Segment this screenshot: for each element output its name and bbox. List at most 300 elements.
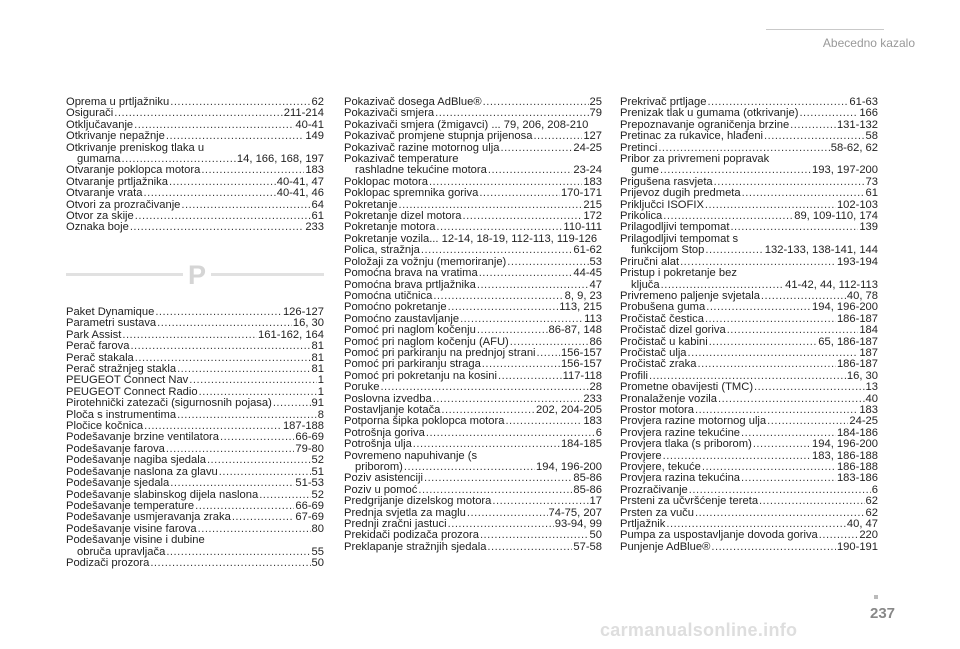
entry-pages: 1 bbox=[317, 374, 324, 387]
entry-term: Prednji zračni jastuci bbox=[344, 518, 447, 531]
page-header-title: Abecedno kazalo bbox=[822, 36, 915, 50]
entry-term: Podešavanje sjedala bbox=[66, 477, 170, 490]
index-column-1b bbox=[66, 307, 324, 569]
entry-pages: 40, 78 bbox=[846, 289, 878, 302]
entry-pages: 170-171 bbox=[560, 187, 602, 200]
index-entry: Pokazivači smjera (žmigavci) ... 79, 206, 208-210 bbox=[344, 118, 589, 131]
entry-term: Paket Dynamique bbox=[66, 306, 155, 318]
entry-pages: 40 bbox=[865, 392, 878, 405]
entry-term: Pumpa za uspostavljanje dovoda goriva bbox=[620, 529, 818, 542]
entry-term: Otključavanje bbox=[66, 118, 134, 131]
dot-leader bbox=[764, 131, 865, 142]
entry-term: Prenizak tlak u gumama (otkrivanje) bbox=[620, 107, 799, 120]
entry-term: Oprema u prtljažniku bbox=[66, 96, 170, 108]
entry-pages: 187 bbox=[859, 346, 878, 359]
entry-term: Poziv asistenciji bbox=[344, 472, 423, 485]
entry-term: Pokretanje bbox=[344, 198, 398, 211]
entry-term: Prsten za vuču bbox=[620, 506, 694, 519]
dot-leader bbox=[404, 462, 535, 473]
index-entry bbox=[344, 371, 602, 382]
entry-pages: 57-58 bbox=[573, 540, 602, 553]
entry-term: Prekidači podizača prozora bbox=[344, 529, 479, 542]
entry-term: Podešavanje brzine ventilatora bbox=[66, 431, 219, 444]
dot-leader bbox=[143, 188, 275, 199]
entry-pages: 110-111 bbox=[563, 221, 602, 234]
entry-term: PEUGEOT Connect Nav bbox=[66, 374, 189, 387]
entry-term: Podešavanje farova bbox=[66, 442, 165, 455]
section-letter: P bbox=[183, 262, 211, 288]
entry-term: Prtljažnik bbox=[620, 518, 666, 531]
entry-pages: 17 bbox=[589, 495, 602, 508]
index-entry bbox=[344, 245, 602, 256]
entry-term: Podešavanje usmjeravanja zraka bbox=[66, 511, 231, 524]
entry-pages: 131-132 bbox=[836, 118, 878, 131]
dot-leader bbox=[114, 108, 283, 119]
entry-pages: 8, 9, 23 bbox=[564, 289, 602, 302]
entry-term: Priručni alat bbox=[620, 255, 680, 268]
dot-leader bbox=[718, 394, 865, 405]
dot-leader bbox=[488, 165, 573, 176]
dot-leader bbox=[730, 222, 858, 233]
index-entry: Podešavanje visine i dubine bbox=[66, 534, 205, 547]
entry-term: Prozračivanje bbox=[620, 483, 688, 496]
entry-term: Poruke bbox=[344, 381, 380, 394]
entry-term: Osigurači bbox=[66, 107, 114, 120]
entry-term: Pokazivači smjera bbox=[344, 107, 435, 120]
dot-leader bbox=[130, 341, 310, 352]
entry-term: Pretinci bbox=[620, 141, 658, 154]
index-entry bbox=[66, 478, 324, 489]
index-entry bbox=[66, 188, 324, 199]
entry-term: Pomoć pri naglom kočenju bbox=[344, 324, 476, 337]
index-entry bbox=[620, 542, 878, 553]
entry-pages: 52 bbox=[311, 488, 324, 501]
entry-pages: 61-63 bbox=[849, 96, 878, 108]
dot-leader bbox=[697, 359, 835, 370]
entry-term: Pročistač zraka bbox=[620, 358, 697, 371]
entry-pages: 85-86 bbox=[573, 472, 602, 485]
entry-term: Podešavanje naslona za glavu bbox=[66, 465, 218, 478]
entry-pages: 156-157 bbox=[560, 358, 602, 371]
entry-pages: 211-214 bbox=[283, 107, 324, 120]
dot-leader bbox=[220, 432, 294, 443]
entry-pages: 183 bbox=[583, 175, 602, 188]
index-entry bbox=[620, 302, 878, 313]
dot-leader bbox=[487, 542, 572, 553]
dot-leader bbox=[380, 382, 588, 393]
entry-pages: 51-53 bbox=[295, 477, 324, 490]
index-entry bbox=[344, 188, 602, 199]
dot-leader bbox=[479, 268, 573, 279]
entry-pages: 66-69 bbox=[295, 499, 324, 512]
entry-term: Provjera razine tekućine bbox=[620, 426, 741, 439]
entry-term: Podešavanje slabinskog dijela naslona bbox=[66, 488, 259, 501]
entry-term: Prepoznavanje ograničenja brzine bbox=[620, 118, 790, 131]
dot-leader bbox=[505, 416, 582, 427]
entry-pages: 183 bbox=[305, 164, 324, 177]
entry-pages: 58 bbox=[865, 130, 878, 143]
entry-term: Otvori za prozračivanje bbox=[66, 198, 181, 211]
index-entry bbox=[620, 359, 878, 370]
index-entry: Prilagodljivi tempomat s bbox=[620, 232, 739, 245]
entry-pages: 24-25 bbox=[849, 415, 878, 428]
entry-term: Parametri sustava bbox=[66, 317, 157, 330]
entry-term: Pročistač čestica bbox=[620, 312, 704, 325]
dot-leader bbox=[477, 325, 548, 336]
dot-leader bbox=[232, 512, 295, 523]
entry-pages: 6 bbox=[595, 426, 602, 439]
dot-leader bbox=[155, 307, 282, 318]
index-column-1a bbox=[66, 97, 324, 234]
dot-leader bbox=[150, 558, 310, 569]
index-entry bbox=[620, 245, 878, 256]
entry-pages: 233 bbox=[583, 392, 602, 405]
entry-term: Perač farova bbox=[66, 340, 130, 353]
entry-pages: 194, 196-200 bbox=[812, 301, 878, 314]
index-entry bbox=[344, 496, 602, 507]
index-entry bbox=[66, 455, 324, 466]
entry-term: Poklopac motora bbox=[344, 175, 428, 188]
entry-pages: 44-45 bbox=[573, 267, 602, 280]
entry-pages: 8 bbox=[317, 408, 324, 421]
entry-term: Probušena guma bbox=[620, 301, 706, 314]
index-entry bbox=[66, 341, 324, 352]
entry-term: Pokazivač razine motornog ulja bbox=[344, 141, 500, 154]
entry-term: Potrošnja goriva bbox=[344, 426, 425, 439]
entry-pages: 215 bbox=[583, 198, 602, 211]
entry-pages: 47 bbox=[589, 278, 602, 291]
entry-pages: 40-41, 47 bbox=[276, 175, 324, 188]
dot-leader bbox=[479, 188, 560, 199]
entry-term: Pomoćna brava prtljažnika bbox=[344, 278, 476, 291]
entry-term: Pročistač u kabini bbox=[620, 335, 708, 348]
entry-term: Prekrivač prtljage bbox=[620, 96, 707, 108]
entry-pages: 220 bbox=[859, 529, 878, 542]
entry-term: Pomoćno zaustavljanje bbox=[344, 312, 460, 325]
header-rule bbox=[766, 29, 884, 30]
entry-term: priborom) bbox=[355, 461, 403, 473]
entry-pages: 156-157 bbox=[560, 346, 602, 359]
entry-pages: 86 bbox=[589, 335, 602, 348]
entry-pages: 40-41 bbox=[295, 118, 324, 131]
dot-leader bbox=[711, 542, 836, 553]
entry-term: Prijevoz dugih predmeta bbox=[620, 187, 741, 200]
entry-pages: 61 bbox=[311, 210, 324, 223]
dot-leader bbox=[533, 131, 582, 142]
entry-pages: 13 bbox=[865, 381, 878, 394]
dot-leader bbox=[483, 97, 589, 108]
entry-term: Pločice kočnica bbox=[66, 420, 144, 433]
entry-pages: 81 bbox=[311, 363, 324, 376]
dot-leader bbox=[467, 508, 548, 519]
dot-leader bbox=[492, 496, 588, 507]
entry-pages: 194, 196-200 bbox=[536, 461, 602, 473]
dot-leader bbox=[759, 496, 865, 507]
entry-pages: 74-75, 207 bbox=[548, 506, 602, 519]
entry-pages: 67-69 bbox=[295, 511, 324, 524]
entry-term: Provjera tlaka (s priborom) bbox=[620, 438, 752, 451]
dot-leader bbox=[166, 547, 310, 558]
index-entry bbox=[66, 558, 324, 569]
page-marker-dot bbox=[874, 595, 878, 599]
entry-pages: 190-191 bbox=[836, 540, 878, 553]
dot-leader bbox=[273, 398, 311, 409]
entry-pages: 40, 47 bbox=[846, 518, 878, 531]
entry-term: Poklopac spremnika goriva bbox=[344, 187, 479, 200]
entry-pages: 62 bbox=[865, 506, 878, 519]
entry-pages: 86-87, 148 bbox=[548, 324, 602, 337]
entry-pages: 89, 109-110, 174 bbox=[794, 210, 878, 223]
entry-term: gume bbox=[631, 164, 659, 177]
entry-term: Pomoć pri naglom kočenju (AFU) bbox=[344, 335, 509, 348]
entry-pages: 193, 197-200 bbox=[812, 164, 878, 177]
entry-term: Pokazivač promjene stupnja prijenosa bbox=[344, 130, 533, 143]
dot-leader bbox=[130, 222, 305, 233]
dot-leader bbox=[207, 455, 311, 466]
entry-term: Provjera razine motornog ulja bbox=[620, 415, 767, 428]
dot-leader bbox=[135, 211, 311, 222]
entry-term: Predgrijanje dizelskog motora bbox=[344, 495, 492, 508]
dot-leader bbox=[706, 302, 811, 313]
dot-leader bbox=[166, 131, 304, 142]
entry-pages: 79 bbox=[589, 107, 602, 120]
entry-pages: 41-42, 44, 112-113 bbox=[785, 278, 878, 291]
entry-term: funkcijom Stop bbox=[631, 244, 705, 257]
entry-term: Pomoć pri pokretanju na kosini bbox=[344, 369, 497, 382]
dot-leader bbox=[537, 348, 560, 359]
entry-term: Prednja svjetla za maglu bbox=[344, 506, 466, 519]
entry-term: Pomoć pri parkiranju straga bbox=[344, 358, 481, 371]
index-entry: Pokretanje vozila... 12-14, 18-19, 112-113, 119-126 bbox=[344, 232, 598, 245]
dot-leader bbox=[413, 439, 560, 450]
dot-leader bbox=[198, 524, 311, 535]
entry-pages: 79-80 bbox=[295, 442, 324, 455]
entry-term: PEUGEOT Connect Radio bbox=[66, 385, 198, 398]
entry-term: Podešavanje temperature bbox=[66, 499, 195, 512]
entry-term: Oznaka boje bbox=[66, 221, 129, 234]
entry-term: Potrošnja ulja bbox=[344, 438, 412, 451]
index-entry bbox=[620, 188, 878, 199]
entry-pages: 14, 166, 168, 197 bbox=[236, 153, 324, 166]
index-entry bbox=[620, 131, 878, 142]
entry-pages: 23-24 bbox=[573, 164, 602, 177]
entry-pages: 16, 30 bbox=[292, 317, 324, 330]
index-entry bbox=[344, 302, 602, 313]
entry-term: Pokretanje motora bbox=[344, 221, 436, 234]
entry-pages: 6 bbox=[871, 483, 878, 496]
index-entry bbox=[620, 325, 878, 336]
index-entry bbox=[344, 382, 602, 393]
entry-term: Polica, stražnja bbox=[344, 244, 420, 257]
entry-term: Provjera razina tekućina bbox=[620, 472, 741, 485]
dot-leader bbox=[727, 325, 859, 336]
entry-pages: 149 bbox=[305, 130, 324, 143]
entry-pages: 186-187 bbox=[836, 312, 878, 325]
entry-pages: 194, 196-200 bbox=[812, 438, 878, 451]
dot-leader bbox=[709, 337, 818, 348]
index-entry: Pribor za privremeni popravak bbox=[620, 153, 770, 166]
index-column-2 bbox=[344, 97, 602, 553]
entry-term: Pokretanje dizel motora bbox=[344, 210, 462, 223]
entry-term: Pomoć pri parkiranju na prednjoj strani bbox=[344, 346, 536, 359]
entry-pages: 113 bbox=[584, 312, 602, 325]
entry-pages: 62 bbox=[865, 495, 878, 508]
entry-term: Otvaranje poklopca motora bbox=[66, 164, 201, 177]
entry-pages: 139 bbox=[859, 221, 878, 234]
dot-leader bbox=[742, 188, 865, 199]
entry-term: Pomoćna utičnica bbox=[344, 289, 433, 302]
entry-pages: 183-186 bbox=[836, 472, 878, 485]
entry-term: Pomoćno pokretanje bbox=[344, 301, 447, 314]
dot-leader bbox=[181, 200, 310, 211]
entry-term: Pokazivač dosega AdBlue® bbox=[344, 96, 482, 108]
entry-term: Prsteni za učvršćenje tereta bbox=[620, 495, 759, 508]
entry-pages: 51 bbox=[311, 465, 324, 478]
entry-pages: 58-62, 62 bbox=[830, 141, 878, 154]
entry-pages: 183, 186-188 bbox=[812, 449, 878, 462]
dot-leader bbox=[498, 371, 562, 382]
entry-pages: 80 bbox=[311, 522, 324, 535]
entry-pages: 16, 30 bbox=[846, 369, 878, 382]
entry-pages: 65, 186-187 bbox=[818, 335, 878, 348]
entry-term: obruča upravljača bbox=[77, 545, 166, 558]
entry-pages: 184-186 bbox=[836, 426, 878, 439]
entry-pages: 64 bbox=[311, 198, 324, 211]
dot-leader bbox=[480, 530, 589, 541]
entry-term: Privremeno paljenje svjetala bbox=[620, 289, 760, 302]
entry-pages: 62 bbox=[311, 96, 324, 108]
entry-pages: 1 bbox=[317, 385, 324, 398]
entry-pages: 25 bbox=[589, 96, 602, 108]
entry-term: Provjere bbox=[620, 449, 662, 462]
entry-term: rashladne tekućine motora bbox=[355, 164, 487, 177]
entry-pages: 113, 215 bbox=[559, 301, 602, 314]
entry-term: Prostor motora bbox=[620, 403, 694, 416]
dot-leader bbox=[790, 120, 836, 131]
dot-leader bbox=[433, 291, 563, 302]
entry-pages: 126-127 bbox=[282, 306, 324, 318]
entry-pages: 184-185 bbox=[560, 438, 602, 451]
entry-pages: 117-118 bbox=[562, 369, 602, 382]
dot-leader bbox=[169, 177, 276, 188]
entry-term: Prometne obavijesti (TMC) bbox=[620, 381, 754, 394]
index-entry bbox=[344, 542, 602, 553]
entry-pages: 53 bbox=[589, 255, 602, 268]
entry-pages: 50 bbox=[311, 556, 324, 569]
entry-pages: 172 bbox=[583, 210, 602, 223]
entry-term: Prilagodljivi tempomat bbox=[620, 221, 730, 234]
index-column-3 bbox=[620, 97, 878, 553]
entry-term: Pretinac za rukavice, hlađeni bbox=[620, 130, 764, 143]
entry-pages: 81 bbox=[311, 351, 324, 364]
entry-term: Pronalaženje vozila bbox=[620, 392, 718, 405]
index-entry bbox=[344, 439, 602, 450]
entry-term: Pročistač ulja bbox=[620, 346, 687, 359]
entry-term: Poslovna izvedba bbox=[344, 392, 432, 405]
dot-leader bbox=[688, 348, 859, 359]
entry-pages: 85-86 bbox=[573, 483, 602, 496]
entry-term: Ploča s instrumentima bbox=[66, 408, 177, 421]
entry-term: Provjere, tekuće bbox=[620, 461, 701, 473]
entry-pages: 52 bbox=[311, 454, 324, 467]
entry-pages: 91 bbox=[311, 397, 324, 410]
entry-pages: 55 bbox=[311, 545, 324, 558]
entry-pages: 183 bbox=[859, 403, 878, 416]
entry-term: Pirotehnički zatezači (sigurnosnih pojasa) bbox=[66, 397, 272, 410]
dot-leader bbox=[177, 364, 310, 375]
dot-leader bbox=[705, 245, 763, 256]
index-entry bbox=[66, 398, 324, 409]
entry-pages: 81 bbox=[311, 340, 324, 353]
entry-term: Perač stakala bbox=[66, 351, 134, 364]
entry-term: Pročistač dizel goriva bbox=[620, 324, 726, 337]
entry-pages: 161-162, 164 bbox=[258, 328, 324, 341]
entry-term: Postavljanje kotača bbox=[344, 403, 441, 416]
dot-leader bbox=[754, 382, 865, 393]
entry-pages: 184 bbox=[859, 324, 878, 337]
entry-term: Profili bbox=[620, 369, 648, 382]
entry-pages: 186-187 bbox=[836, 358, 878, 371]
index-entry bbox=[66, 222, 324, 233]
entry-term: Prikolica bbox=[620, 210, 663, 223]
entry-term: Prigušena rasvjeta bbox=[620, 175, 713, 188]
entry-term: Položaji za vožnju (memoriranje) bbox=[344, 255, 507, 268]
entry-pages: 61-62 bbox=[573, 244, 602, 257]
entry-term: Pomoćna brava na vratima bbox=[344, 267, 478, 280]
entry-term: Preklapanje stražnjih sjedala bbox=[344, 540, 487, 553]
entry-pages: 186-188 bbox=[836, 461, 878, 473]
watermark: carmanualsonline.info bbox=[600, 620, 798, 640]
index-entry bbox=[344, 325, 602, 336]
entry-pages: 50 bbox=[589, 529, 602, 542]
entry-term: Priključci ISOFIX bbox=[620, 198, 704, 211]
entry-pages: 93-94, 99 bbox=[554, 518, 602, 531]
entry-pages: 40-41, 46 bbox=[276, 187, 324, 200]
index-entry: Povremeno napuhivanje (s bbox=[344, 449, 478, 462]
index-entry bbox=[66, 131, 324, 142]
entry-pages: 28 bbox=[589, 381, 602, 394]
index-entry bbox=[620, 382, 878, 393]
entry-term: Park Assist bbox=[66, 328, 122, 341]
entry-term: Punjenje AdBlue® bbox=[620, 540, 711, 553]
entry-pages: 193-194 bbox=[836, 255, 878, 268]
index-entry: Pristup i pokretanje bez bbox=[620, 267, 737, 280]
index-entry: Pokazivač temperature bbox=[344, 153, 459, 166]
dot-leader bbox=[753, 439, 811, 450]
entry-pages: 66-69 bbox=[295, 431, 324, 444]
dot-leader bbox=[421, 245, 573, 256]
entry-pages: 166 bbox=[859, 107, 878, 120]
entry-pages: 233 bbox=[305, 221, 324, 234]
entry-term: Otvaranje prtljažnika bbox=[66, 175, 168, 188]
dot-leader bbox=[424, 473, 572, 484]
entry-pages: 132-133, 138-141, 144 bbox=[764, 244, 878, 257]
entry-term: Otkrivanje nepažnje bbox=[66, 130, 165, 143]
entry-term: Perač stražnjeg stakla bbox=[66, 363, 177, 376]
index-entry bbox=[344, 131, 602, 142]
page-number: 237 bbox=[870, 605, 896, 622]
entry-term: Podešavanje visine farova bbox=[66, 522, 197, 535]
dot-leader bbox=[189, 375, 316, 386]
dot-leader bbox=[170, 478, 294, 489]
dot-leader bbox=[500, 143, 572, 154]
entry-pages: 102-103 bbox=[836, 198, 878, 211]
entry-pages: 187-188 bbox=[282, 420, 324, 433]
entry-term: Podizači prozora bbox=[66, 556, 150, 569]
index-entry bbox=[344, 268, 602, 279]
dot-leader bbox=[741, 473, 836, 484]
entry-term: Otvor za skije bbox=[66, 210, 134, 223]
